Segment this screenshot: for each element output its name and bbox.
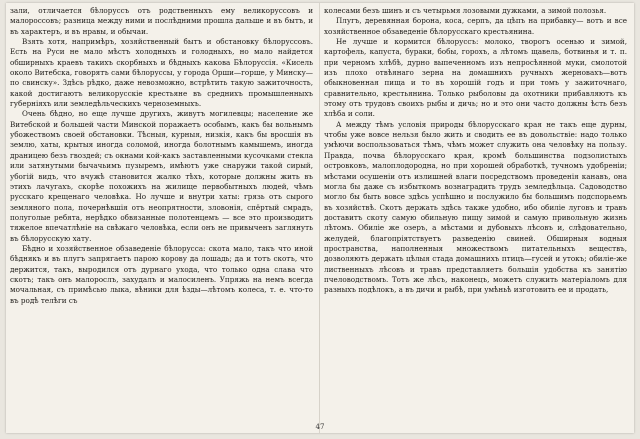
paragraph: Плугъ, деревянная борона, коса, серпъ, да цѣпъ на прибавку— вотъ и все хозяйственное обзаведеніе бѣлорусскаго крестьянина. bbox=[324, 16, 627, 36]
right-column bbox=[324, 6, 627, 418]
paragraph: А между тѣмъ условія природы бѣлорусскаго края не такъ еще дурны, чтобы уже вовсе нельзя было жить и сводить ее въ довольствіе: надо только умѣючи воспользоваться тѣмъ, чѣмъ может служить она человѣку на пользу. Правда, почва бѣлорусскаго края, кромѣ большинства подзолистыхъ островковъ, малоплодородна, но при хорошей обработкѣ, тучномъ удобреніи; мѣстами осушеніи отъ излишней влаги посредствомъ проведенія канавъ, она могла бы даже съ избыткомъ вознаградить трудъ земледѣльца. Садоводство могло бы быть вовсе здѣсь успѣшно и послужило бы большимъ подспорьемъ въ хозяйствѣ. Скотъ держать здѣсь также удобно, ибо обиліе луговъ и травъ доставитъ скоту самую обильную пищу зимой и самую привольную жизнь лѣтомъ. Обиліе же озеръ, а мѣстами и дубовыхъ лѣсовъ и, слѣдовательно, желудей, благопріятствуетъ разведенію свиней. Обширныя водныя пространства, наполненныя множествомъ питательныхъ веществъ, дозволяютъ держать цѣлыя стада домашнихъ птицъ—гусей и утокъ; обиліе-же лиственныхъ лѣсовъ и травъ представляетъ большія удобства къ занятію пчеловодствомъ. Тотъ же лѣсъ, наконецъ, можетъ служить матеріаломъ для разныхъ подѣлокъ, а въ дичи и рыбѣ, при умѣньѣ изготовить ее и продать, bbox=[324, 119, 627, 295]
paragraph: зали, отличается бѣлоруссъ отъ родственныхъ ему великоруссовъ и малороссовъ; разница между ними и послѣдними прошла дальше и въ бытъ, и въ характеръ, и въ нравы, и обычаи. bbox=[10, 6, 313, 36]
paragraph: Взять хотя, напримѣръ, хозяйственный бытъ и обстановку бѣлоруссовъ. Есть на Руси не мало мѣстъ холодныхъ и голодныхъ, но мало найдется обширныхъ краевъ такихъ скорбныхъ и бѣдныхъ какова Бѣлоруссія. «Кисель около Витебска, говорятъ сами бѣлоруссы, у города Орши—горше, у Минску—по свинску». Здѣсь рѣдко, даже невозможно, встрѣтить такую зажиточность, какой достигаютъ великорусскіе крестьяне въ среднихъ промышленныхъ губерніяхъ или земледѣльческихъ черноземныхъ. bbox=[10, 37, 313, 109]
left-column bbox=[10, 6, 313, 418]
page-number: 47 bbox=[315, 423, 325, 431]
column-gutter bbox=[319, 3, 320, 433]
paragraph: колесами безъ шинъ и съ четырьмя лозовыми дужками, а зимой полозья. bbox=[324, 6, 607, 15]
book-spread bbox=[6, 3, 634, 433]
paragraph: Не лучше и кормится бѣлоруссъ: молоко, творогъ осенью и зимой, картофель, капуста, бураки, бобы, горохъ, а лѣтомъ щавель, ботвинья и т. п. при черномъ хлѣбѣ, дурно выпеченномъ изъ непросѣянной муки, смолотой изъ плохо отвѣянаго зерна на домашнихъ ручныхъ жерновахъ—вотъ обыкновенная пища и то въ хорошій годъ и при томъ у зажиточнаго, сравнительно, крестьянина. Только рыболовы да охотники прибавляютъ къ этому отъ трудовъ своихъ рыбы и дичь; но и это они часто должны ѣсть безъ хлѣба и соли. bbox=[324, 37, 627, 119]
paragraph: Бѣдно и хозяйственное обзаведеніе бѣлорусса: скота мало, такъ что иной бѣднякъ и въ плугъ запрягаетъ парою корову да лошадь; да и тотъ скотъ, что держится, такъ, выродился отъ дурнаго ухода, что только одна слава что скотъ; такъ онъ малорослъ, захудалъ и малосиленъ. Упряжь на немъ всегда мочальная, съ примѣсью лыка, вѣники для ѣзды—лѣтомъ колеса, т. е. что-то въ родѣ телѣги съ bbox=[10, 243, 313, 305]
paragraph: Очень бѣдно, но еще лучше другихъ, живутъ могилевцы; население же Витебской и большей части Минской поражаетъ особымъ, какъ бы вольнымъ убожествомъ своей обстановки. Тѣсныя, курныя, низкія, какъ бы вросшія въ землю, хаты, крытыя иногда соломой, иногда болотнымъ камышемъ, иногда драницею безъ гвоздей; съ окнами кой-какъ заставленными кусочками стекла или затянутыми бычачьимъ пузыремъ, имѣютъ уже снаружи такой сирый, убогій видъ, что вчужѣ становится жалко тѣхъ, которые должны жить въ этихъ лачугахъ, скорѣе похожихъ на жилище первобытныхъ людей, чѣмъ русскаго крещенаго человѣка. Но лучше и внутри хаты: грязь отъ сырого земляного пола, почернѣвшія отъ неопрятности, зловонія, спёртый смрадъ, полуголые ребята, нерѣдко обвязанные полотенцемъ — все это производитъ тяжелое впечатлѣніе на свѣжаго человѣка, если онъ не привыченъ заглянуть въ бѣлорусскую хату. bbox=[10, 109, 313, 243]
